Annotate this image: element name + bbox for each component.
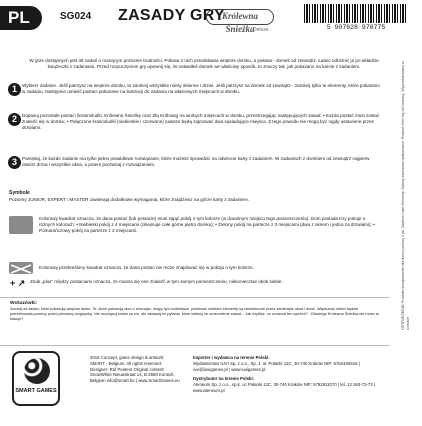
cross-mark-icon — [9, 263, 33, 275]
divider — [0, 297, 390, 298]
logo-label: SMART GAMES — [15, 388, 57, 394]
step-1 — [8, 83, 380, 109]
barcode-bars — [304, 4, 408, 23]
divider — [0, 345, 390, 346]
plus-text: Znak „plus” między postaciami oznacza, że musza się one znaleźć w tym samym pomieszczeniu, niekoniecznie obok siebie. — [30, 279, 283, 284]
plus-icon: + ↗ — [10, 278, 26, 288]
distributor-text: Ateneum Sp. z o.o., sp.k. ul. Połanki 12C, 30-740 Kraków NIP: 6792811070 | tel. 12 263-73-73 | www.ateneum.pl — [193, 382, 376, 393]
barcode-number: 5 907628 970775 — [326, 24, 386, 31]
symbol-colored-square — [9, 216, 379, 256]
crossed-square-icon — [9, 262, 33, 274]
step-number: 2 — [8, 113, 21, 126]
distribution-info — [193, 355, 393, 394]
brand-logo: Królewna Śnieżka — [206, 9, 274, 25]
step-text: Pamiętaj, że każde zadanie ma tylko jedno prawidłowe rozwiązanie, które możesz sprawdzić na odwrocie karty z zadaniem. W zadaniach z domkiem od zewnątrz najpierw otwórz drzwi i wszystkie okna, a potem porównaj z rozwiązaniem. — [22, 156, 370, 167]
language-tab: PL — [0, 6, 42, 30]
warning-text: OSTRZEŻENIE! Produkt nieodpowiedni dla dzieci poniżej 3 lat. Zawiera małe elementy. Należy zachować opakowanie. Produkt różni się od ilustracji. Wyprodukowano w Chinach. — [401, 61, 410, 330]
importer-title: Importer i wydawca na terenie Polski: — [193, 355, 270, 360]
product-code: SG024 — [60, 11, 92, 22]
symbol-text: Kolorowy kwadrat oznacza, że dana postać (lub postacie) musi zająć pokój o tym kolorze (w dowolnym miejscu tego pomieszczenia). Dom posiada trzy pokoje o różnych kolorach: • Niebieski pokój z 4 miejscami (obejmuje całe górne piętro domku); • Zielony pokój na parterze z 3 miejscami (dwa z oknem i jedno za drzwiami); • Pomarańczowy pokój na parterze z 3 miejscami. — [39, 216, 375, 233]
step-text: Dopasuj pozostałe postaci (krasnoludki, Królewnę Śnieżkę oraz Złą Królową) na wolnych miejscach w domku, przestrzegając następujących zasad: • Każda postać musi zostać znaleźć się w domku; • Połączone krasnoludki (niebieskie i czerwone) zawsze będą zajmować dwa sąsiadujące miejsca. Z tego powodu nie mogą być nigdy ustawione przez drzwiami. — [22, 113, 380, 130]
step-text: Wybierz zadanie. Jeśli patrzysz na wnętrze domku, to zamknij wszystkie rolety okienne i drzwi. Jeśli patrzysz na domek od zewnątrz - zamknij tylko te elementy, które pokazano w zadaniu. Następnie umieść postaci pokazane na ilustracji do zadania na właściwych miejscach w domku. — [22, 83, 380, 94]
distributor-title: Dystrybutor na terenie Polski: — [193, 376, 255, 382]
symbols-desc: Poziomy JUNIOR, EXPERT i MASTER zawierają dodatkowe wymagania, które znajdziesz na górze karty z zadaniem. — [9, 197, 250, 202]
page-title: ZASADY GRY — [118, 7, 226, 24]
step-number: 1 — [8, 83, 21, 96]
ball-icon — [24, 358, 50, 384]
symbol-crossed-square — [9, 262, 379, 276]
step-2 — [8, 113, 380, 153]
hints-title: Wskazówki: — [10, 301, 38, 306]
copyright-text: 2016 Concept, game design & artwork: SMART - Belgium. All rights reserved. Designer: Raf Peeters Original content: SnowWhite Nieuwstraat 14, B-2550 Kontich, Belgium info@smart.be | www.SmartGames.eu — [90, 355, 180, 384]
importer-text: Wydawnictwo IUVI Sp. z o.o., Sp. J. ul. Połanki 12C, 30-740 Kraków NIP: 6762465516 | iuvi@iuvigames.pl | www.iuvigames.pl — [193, 360, 360, 372]
intro-text: W grze dostępnych jest 48 zadań o rosnącym poziomie trudności. Połowa z nich przedstawia wnętrze domku, a połowa - domek od zewnątrz. Łatwo odróżnić je po układzie książeczki z zadaniami. Przed rozpoczęciem gry upewnij się, że ustawiłeś domek we właściwy sposób, to znaczy tak, jak pokazano na karcie z zadaniem. — [29, 58, 379, 69]
side-warning — [391, 60, 421, 345]
logo-subtitle: Deluxe — [253, 27, 269, 33]
header — [0, 0, 422, 36]
barcode — [304, 4, 408, 31]
smartgames-logo — [12, 351, 60, 406]
colored-square-icon — [9, 216, 33, 234]
step-3 — [8, 156, 380, 184]
symbol-text: Kolorowy przekreślony kwadrat oznacza, że dana postać nie może znajdować się w pokoju o tym kolorze. — [39, 265, 254, 270]
hints-text: Zacznij od zadań, które pokazują wnętrze domu. Te, które pokazują dom z zewnątrz, mogą być trudniejsze, ponieważ niektóre elementy są niewidoczne przez zamknięte okna i drzwi. Większość dzieci będzie potrzebowała pomocy przed pierwszą rozgrywką. Nie rozwiązuj zadań za nie, ale zadawaj im pytania, które ułatwią im zrozumienie zasad: - Jak myślisz, co oznacza ten symbol? - Dlaczego Królewna Śnieżka nie może tu stanąć? — [10, 307, 379, 321]
symbols-title: Symbole — [9, 190, 30, 196]
step-number: 3 — [8, 156, 21, 169]
